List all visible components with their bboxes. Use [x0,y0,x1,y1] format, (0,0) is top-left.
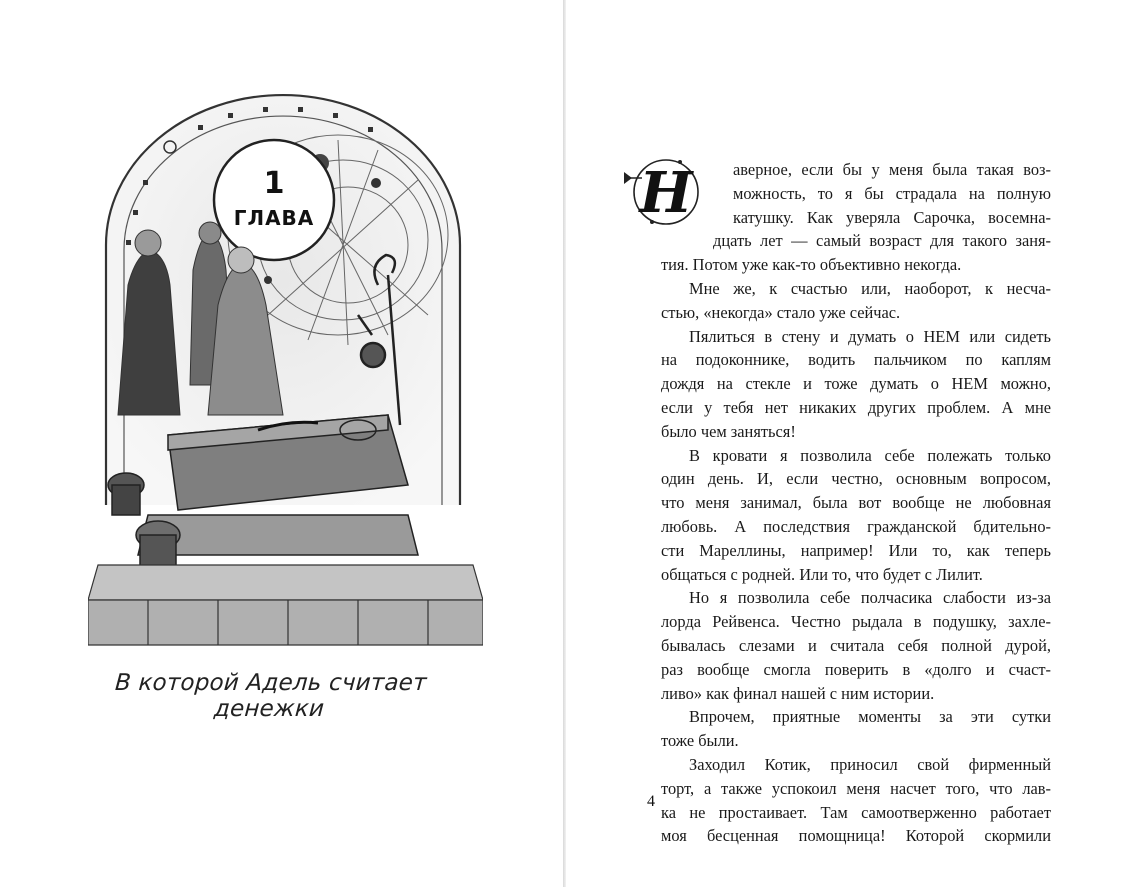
body-text [661,158,1051,848]
text-line: Мне же, к счастью или, наоборот, к несча- [689,278,1051,298]
text-line: Впрочем, приятные моменты за эти сутки [689,707,1051,727]
text-line: Но я позволила себе полчасика слабости из-за [689,588,1051,608]
text-line: аверное, если бы у меня была такая воз- [733,160,1051,179]
text-line: любовь. А последствия гражданской бдительно- [661,516,1051,536]
chapter-illustration [88,85,483,650]
text-line: лорда Рейвенса. Честно рыдала в подушку, захле- [661,612,1051,632]
page-number: 4 [647,793,655,810]
text-line: Заходил Котик, приносил свой фирменный [689,754,1051,774]
text-line: В кровати я позволила себе полежать только [689,445,1051,465]
text-line: на подоконнике, водить пальчиком по каплям [661,350,1051,370]
dropcap-letter: Н [639,160,693,226]
text-line: ка не простаивает. Там самоотверженно работает [661,802,1051,822]
text-line: катушку. Как уверяла Сарочка, восемна- [733,207,1051,227]
text-line: дцать лет — самый возраст для такого заня- [713,231,1051,251]
text-line: торт, а также успокоил меня насчет того, что лав- [661,778,1051,798]
text-line: если у тебя нет никаких других проблем. А мне [661,397,1051,417]
text-line: раз вообще смогла поверить в «долго и счаст- [661,659,1051,679]
chapter-word: ГЛАВА [233,206,315,230]
text-line: ливо» как финал нашей с ним истории. [661,683,935,703]
text-line: было чем заняться! [661,421,796,441]
text-line: сти Мареллины, например! Или то, как теперь [661,540,1051,560]
text-line: можность, то я бы страдала на полную [733,183,1051,203]
text-line: моя бесценная помощница! Которой скормили [661,826,1051,846]
text-line: бывалась слезами и считала себя полной дурой, [661,635,1051,655]
text-line: тия. Потом уже как-то объективно некогда. [661,255,962,275]
text-line: стью, «некогда» стало уже сейчас. [661,302,901,322]
chapter-subtitle: В которой Адель считает денежки [114,670,428,722]
text-line: что меня занимал, была вот вообще не любовная [661,493,1051,513]
text-line: общаться с родней. Или то, что будет с Лилит. [661,564,983,584]
text-line: Пялиться в стену и думать о НЕМ или сидеть [689,326,1051,346]
chapter-number: 1 [263,166,285,201]
text-line: тоже были. [661,731,739,751]
text-line: один день. И, если честно, основным вопросом, [661,469,1051,489]
text-line: дождя на стекле и тоже думать о НЕМ можно, [661,374,1051,394]
